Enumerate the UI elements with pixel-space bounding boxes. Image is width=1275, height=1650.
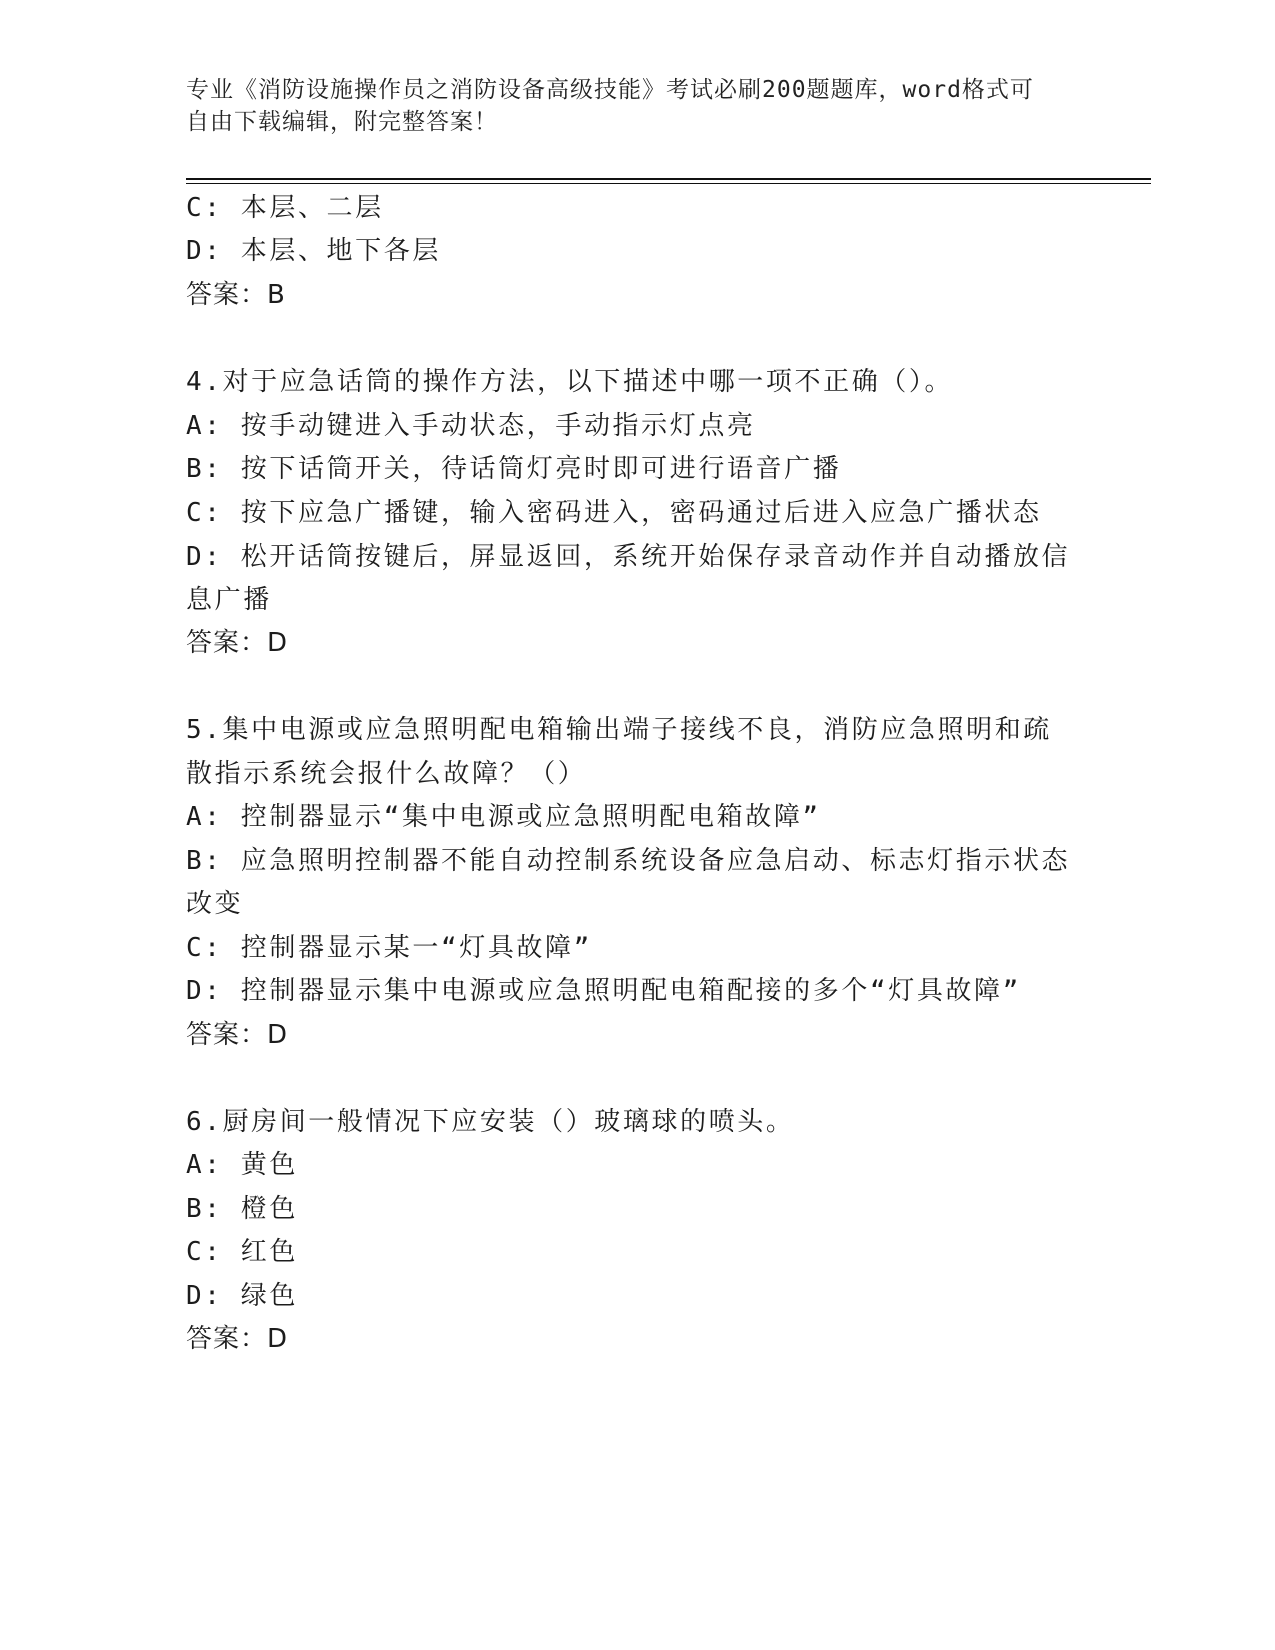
q5-answer: 答案：D	[186, 1020, 289, 1050]
q4-option-b: B: 按下话筒开关，待话筒灯亮时即可进行语音广播	[186, 454, 842, 484]
q3-answer: 答案：B	[186, 280, 286, 310]
header-title-line-1: 专业《消防设施操作员之消防设备高级技能》考试必刷200题题库，word格式可	[186, 77, 1034, 103]
document-header	[186, 74, 1066, 138]
q5-option-c: C: 控制器显示某一“灯具故障”	[186, 933, 592, 963]
q5-option-d: D: 控制器显示集中电源或应急照明配电箱配接的多个“灯具故障”	[186, 976, 1021, 1006]
q5-option-b-line-2: 改变	[186, 889, 244, 919]
q4-option-d-line-2: 息广播	[186, 585, 272, 615]
q5-option-a: A: 控制器显示“集中电源或应急照明配电箱故障”	[186, 802, 821, 832]
q5-question-line-2: 散指示系统会报什么故障？（）	[186, 759, 587, 789]
q4-question: 4.对于应急话筒的操作方法，以下描述中哪一项不正确（）。	[186, 367, 954, 397]
header-divider-thick	[186, 178, 1151, 180]
q6-option-c: C: 红色	[186, 1237, 298, 1267]
header-title-line-2: 自由下载编辑，附完整答案！	[186, 109, 498, 135]
q3-option-d: D: 本层、地下各层	[186, 236, 441, 266]
q4-answer: 答案：D	[186, 628, 289, 658]
q4-option-d-line-1: D: 松开话筒按键后，屏显返回，系统开始保存录音动作并自动播放信	[186, 542, 1071, 572]
q6-answer: 答案：D	[186, 1324, 289, 1354]
q4-option-c: C: 按下应急广播键，输入密码进入，密码通过后进入应急广播状态	[186, 498, 1042, 528]
q6-option-d: D: 绿色	[186, 1281, 298, 1311]
q5-option-b-line-1: B: 应急照明控制器不能自动控制系统设备应急启动、标志灯指示状态	[186, 846, 1071, 876]
q4-option-a: A: 按手动键进入手动状态，手动指示灯点亮	[186, 411, 756, 441]
q6-option-b: B: 橙色	[186, 1194, 298, 1224]
q5-question-line-1: 5.集中电源或应急照明配电箱输出端子接线不良，消防应急照明和疏	[186, 715, 1052, 745]
q3-option-c: C: 本层、二层	[186, 193, 384, 223]
q6-option-a: A: 黄色	[186, 1150, 298, 1180]
header-divider-thin	[186, 183, 1151, 184]
q6-question: 6.厨房间一般情况下应安装（）玻璃球的喷头。	[186, 1107, 795, 1137]
